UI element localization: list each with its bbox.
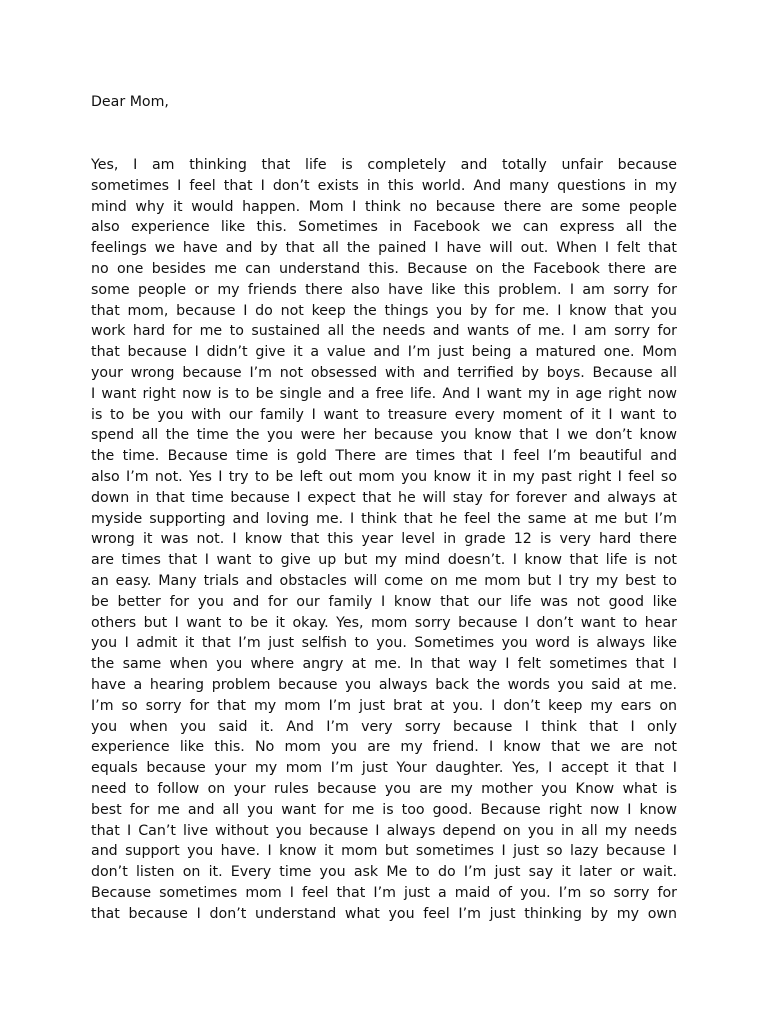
letter-line: down in that time because I expect that he will stay for forever and always at bbox=[91, 489, 677, 506]
letter-line: don’t listen on it. Every time you ask Me to do I’m just say it later or wait. bbox=[91, 864, 677, 881]
letter-line: mind why it would happen. Mom I think no because there are some people bbox=[91, 198, 677, 215]
letter-line: no one besides me can understand this. Because on the Facebook there are bbox=[91, 260, 677, 277]
letter-line: you when you said it. And I’m very sorry because I think that I only bbox=[91, 718, 677, 735]
letter-line: work hard for me to sustained all the needs and wants of me. I am sorry for bbox=[91, 323, 677, 340]
letter-line: equals because your my mom I’m just Your daughter. Yes, I accept it that I bbox=[91, 760, 677, 777]
letter-line: that mom, because I do not keep the things you by for me. I know that you bbox=[91, 302, 677, 319]
letter-body bbox=[91, 155, 677, 924]
letter-line: feelings we have and by that all the pained I have will out. When I felt that bbox=[91, 240, 677, 257]
letter-line: are times that I want to give up but my mind doesn’t. I know that life is not bbox=[91, 552, 677, 569]
letter-line: experience like this. No mom you are my friend. I know that we are not bbox=[91, 739, 677, 756]
letter-line: need to follow on your rules because you are my mother you Know what is bbox=[91, 780, 677, 797]
letter-line: Because sometimes mom I feel that I’m just a maid of you. I’m so sorry for bbox=[91, 884, 677, 901]
letter-line: the same when you where angry at me. In that way I felt sometimes that I bbox=[91, 656, 677, 673]
letter-line: that I Can’t live without you because I always depend on you in all my needs bbox=[91, 822, 677, 839]
letter-salutation: Dear Mom, bbox=[91, 94, 169, 110]
letter-line: Yes, I am thinking that life is completely and totally unfair because bbox=[91, 157, 677, 173]
letter-line: I want right now is to be single and a free life. And I want my in age right now bbox=[91, 385, 677, 402]
letter-line: also experience like this. Sometimes in Facebook we can express all the bbox=[91, 219, 677, 236]
letter-line: some people or my friends there also have like this problem. I am sorry for bbox=[91, 281, 677, 298]
letter-line: that because I didn’t give it a value and I’m just being a matured one. Mom bbox=[91, 344, 677, 361]
letter-line: have a hearing problem because you always back the words you said at me. bbox=[91, 676, 677, 693]
letter-line: your wrong because I’m not obsessed with and terrified by boys. Because all bbox=[91, 364, 677, 381]
letter-line: that because I don’t understand what you feel I’m just thinking by my own bbox=[91, 905, 677, 922]
letter-line: the time. Because time is gold There are times that I feel I’m beautiful and bbox=[91, 448, 677, 465]
letter-line: sometimes I feel that I don’t exists in this world. And many questions in my bbox=[91, 177, 677, 194]
letter-line: wrong it was not. I know that this year level in grade 12 is very hard there bbox=[91, 531, 677, 548]
letter-line: others but I want to be it okay. Yes, mom sorry because I don’t want to hear bbox=[91, 614, 677, 631]
letter-line: is to be you with our family I want to treasure every moment of it I want to bbox=[91, 406, 677, 423]
letter-line: you I admit it that I’m just selfish to you. Sometimes you word is always like bbox=[91, 635, 677, 652]
letter-line: an easy. Many trials and obstacles will come on me mom but I try my best to bbox=[91, 572, 677, 589]
letter-line: spend all the time the you were her because you know that I we don’t know bbox=[91, 427, 677, 444]
letter-line: and support you have. I know it mom but sometimes I just so lazy because I bbox=[91, 843, 677, 860]
letter-line: I’m so sorry for that my mom I’m just brat at you. I don’t keep my ears on bbox=[91, 697, 677, 714]
letter-line: also I’m not. Yes I try to be left out mom you know it in my past right I feel so bbox=[91, 468, 677, 485]
letter-line: myside supporting and loving me. I think that he feel the same at me but I’m bbox=[91, 510, 677, 527]
letter-line: be better for you and for our family I know that our life was not good like bbox=[91, 593, 677, 610]
letter-line: best for me and all you want for me is too good. Because right now I know bbox=[91, 801, 677, 818]
